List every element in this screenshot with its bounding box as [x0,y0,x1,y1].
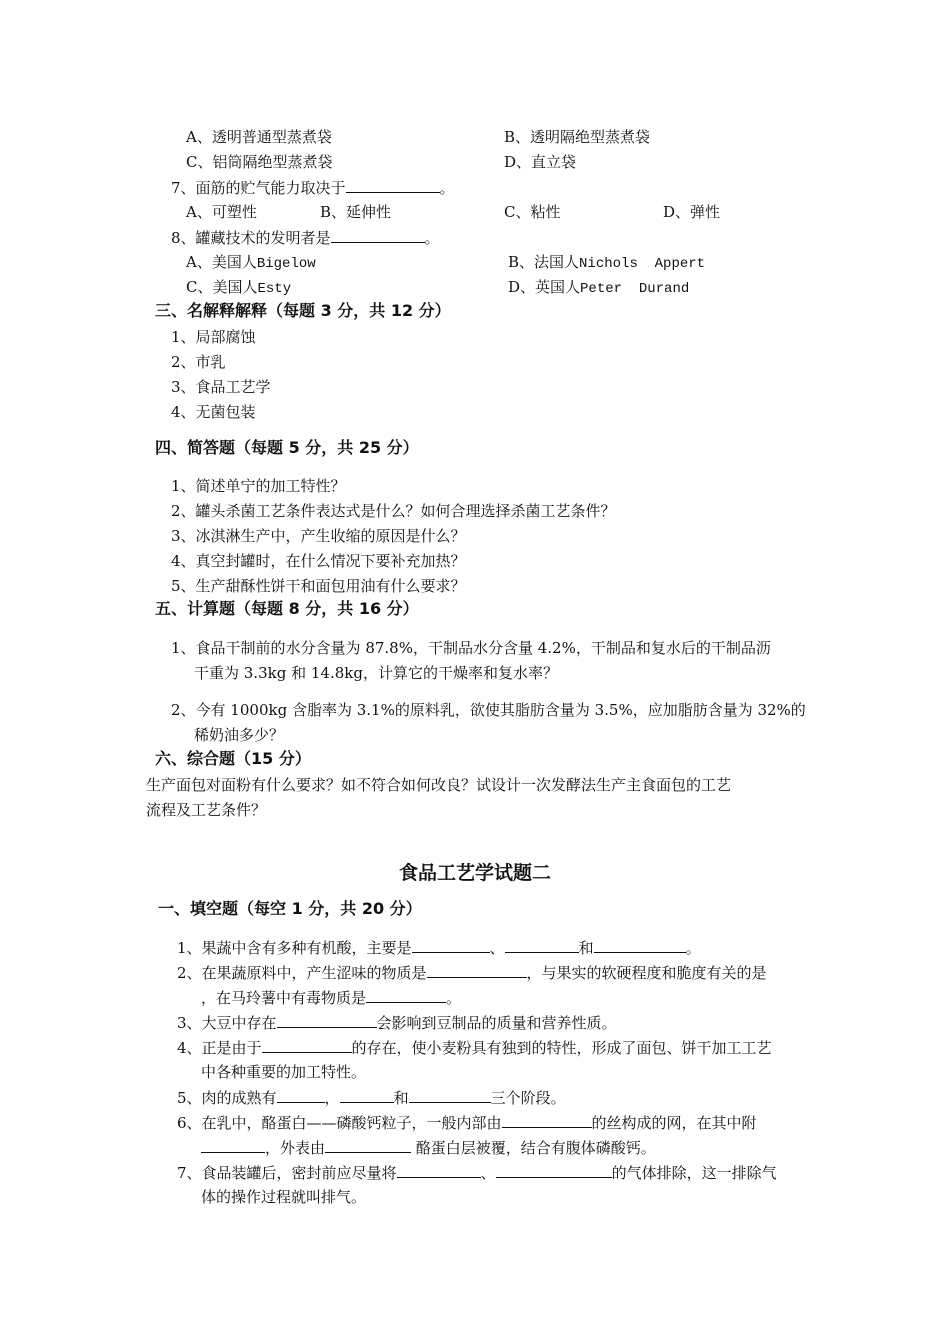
q6-option-a: A、透明普通型蒸煮袋 [186,128,332,146]
section3-item: 2、市乳 [171,353,226,371]
answer-blank [412,937,490,953]
section5-heading: 五、计算题（每题 8 分，共 16 分） [155,599,419,618]
part2-section1-heading: 一、填空题（每空 1 分，共 20 分） [158,899,422,918]
answer-blank [366,987,446,1003]
section6-heading: 六、综合题（15 分） [155,749,311,768]
q6-option-b: B、透明隔绝型蒸煮袋 [504,128,651,146]
answer-blank [340,1087,394,1103]
q8-stem: 8、罐藏技术的发明者是 。 [171,229,440,247]
fill-q7-line1: 7、食品装罐后，密封前应尽量将 、 的气体排除，这一排除气 [177,1164,777,1182]
answer-blank [594,937,686,953]
section5-q2-line1: 2、今有 1000kg 含脂率为 3.1%的原料乳，欲使其脂肪含量为 3.5%，应加脂肪含量为 32%的 [171,701,806,719]
answer-blank [277,1012,377,1028]
answer-blank [201,1137,265,1153]
answer-blank [346,177,440,193]
fill-q2-line2: ，在马玲薯中有毒物质是 。 [201,989,462,1007]
q7-stem: 7、面筋的贮气能力取决于 。 [171,179,455,197]
fill-q6-line2: ，外表由 酪蛋白层被覆，结合有腹体磷酸钙。 [201,1137,656,1158]
q8-option-b: B、法国人Nichols Appert [508,253,706,272]
q8-option-d: D、英国人Peter Durand [508,278,690,297]
fill-q2-line1: 2、在果蔬原料中，产生涩味的物质是 ，与果实的软硬程度和脆度有关的是 [177,964,767,982]
answer-blank [331,227,425,243]
exam-title: 食品工艺学试题二 [398,862,551,884]
q7-option-c: C、粘性 [504,203,561,221]
q7-option-b: B、延伸性 [320,203,392,221]
fill-q4-line2: 中各种重要的加工特性。 [201,1063,367,1081]
q6-option-d: D、直立袋 [504,153,577,171]
answer-blank [409,1087,491,1103]
section6-line2: 流程及工艺条件？ [146,801,267,819]
section4-item: 1、简述单宁的加工特性？ [171,477,346,495]
answer-blank [277,1087,325,1103]
q6-option-c: C、铝筒隔绝型蒸煮袋 [186,153,333,171]
answer-blank [502,1112,592,1128]
q7-option-d: D、弹性 [663,203,721,221]
answer-blank [262,1037,352,1053]
section3-item: 1、局部腐蚀 [171,328,256,346]
section5-q1-line2: 干重为 3.3kg 和 14.8kg，计算它的干燥率和复水率？ [194,664,558,682]
section3-heading: 三、名解释解释（每题 3 分，共 12 分） [155,301,451,320]
section4-item: 5、生产甜酥性饼干和面包用油有什么要求？ [171,577,466,595]
section5-q2-line2: 稀奶油多少？ [194,726,285,744]
fill-q7-line2: 体的操作过程就叫排气。 [201,1188,367,1206]
section4-item: 2、罐头杀菌工艺条件表达式是什么？如何合理选择杀菌工艺条件？ [171,502,616,520]
section5-q1-line1: 1、食品干制前的水分含量为 87.8%，干制品水分含量 4.2%，干制品和复水后的干制品沥 [171,639,771,657]
section4-item: 4、真空封罐时，在什么情况下要补充加热？ [171,552,466,570]
fill-q6-line1: 6、在乳中，酪蛋白——磷酸钙粒子，一般内部由 的丝构成的网，在其中附 [177,1114,757,1132]
fill-q4-line1: 4、正是由于 的存在，使小麦粉具有独到的特性，形成了面包、饼干加工工艺 [177,1039,772,1057]
answer-blank [325,1137,411,1153]
answer-blank [397,1162,481,1178]
fill-q3: 3、大豆中存在 会影响到豆制品的质量和营养性质。 [177,1014,617,1032]
answer-blank [496,1162,612,1178]
q7-option-a: A、可塑性 [186,203,257,221]
fill-q5: 5、肉的成熟有 ， 和 三个阶段。 [177,1089,566,1107]
fill-q1: 1、果蔬中含有多种有机酸，主要是 、 和 。 [177,939,701,957]
q8-option-c: C、美国人Esty [186,278,292,297]
q8-option-a: A、美国人Bigelow [186,253,316,272]
section4-heading: 四、简答题（每题 5 分，共 25 分） [155,438,419,457]
section4-item: 3、冰淇淋生产中，产生收缩的原因是什么？ [171,527,466,545]
section3-item: 3、食品工艺学 [171,378,271,396]
section3-item: 4、无菌包装 [171,403,256,421]
answer-blank [505,937,579,953]
answer-blank [427,962,527,978]
section6-line1: 生产面包对面粉有什么要求？如不符合如何改良？试设计一次发酵法生产主食面包的工艺 [146,776,732,794]
